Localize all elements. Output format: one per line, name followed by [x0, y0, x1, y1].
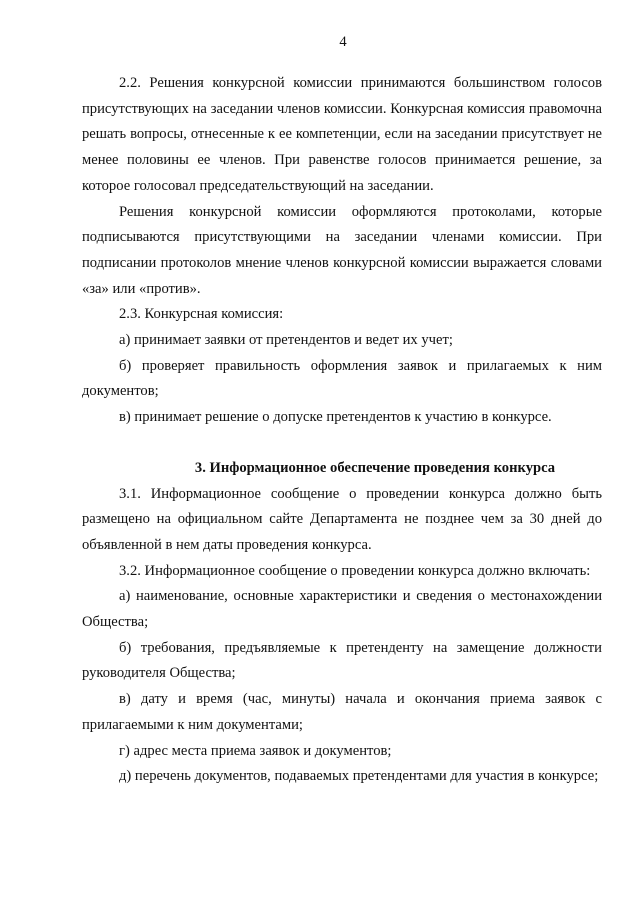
list-item-3-2-a: а) наименование, основные характеристики и сведения о местонахождении Общества;	[82, 588, 602, 631]
paragraph-protocols: Решения конкурсной комиссии оформляются протоколами, которые подписываются присутствующими на заседании членами комиссии. При подписании протоколов мнение членов конкурсной комиссии выражается словами «за» или «против».	[82, 203, 602, 297]
paragraph-3-2: 3.2. Информационное сообщение о проведении конкурса должно включать:	[119, 562, 591, 579]
page-number: 4	[339, 34, 347, 50]
list-item-3-2-d: д) перечень документов, подаваемых претендентами для участия в конкурсе;	[119, 768, 599, 785]
list-item-3-2-g: г) адрес места приема заявок и документов;	[119, 742, 392, 759]
list-item-2-3-v: в) принимает решение о допуске претендентов к участию в конкурсе.	[119, 409, 552, 426]
section-3-heading: 3. Информационное обеспечение проведения конкурса	[194, 459, 556, 476]
list-item-3-2-v: в) дату и время (час, минуты) начала и окончания приема заявок с прилагаемыми к ним документами;	[82, 691, 602, 733]
list-item-2-3-b: б) проверяет правильность оформления заявок и прилагаемых к ним документов;	[82, 357, 602, 400]
list-item-2-3-a: а) принимает заявки от претендентов и ведет их учет;	[119, 332, 453, 349]
list-item-3-2-b: б) требования, предъявляемые к претенденту на замещение должности руководителя Общества;	[82, 639, 602, 682]
paragraph-2-2: 2.2. Решения конкурсной комиссии принимаются большинством голосов присутствующих на заседании членов комиссии. Конкурсная комиссия правомочна решать вопросы, отнесенные к ее компетенции, если на заседании присутствует не менее половины ее членов. При равенстве голосов принимается решение, за которое голосовал председательствующий на заседании.	[82, 75, 602, 194]
paragraph-3-1: 3.1. Информационное сообщение о проведении конкурса должно быть размещено на официальном сайте Департамента не позднее чем за 30 дней до объявленной в нем даты проведения конкурса.	[82, 485, 602, 553]
paragraph-2-3: 2.3. Конкурсная комиссия:	[119, 306, 284, 323]
